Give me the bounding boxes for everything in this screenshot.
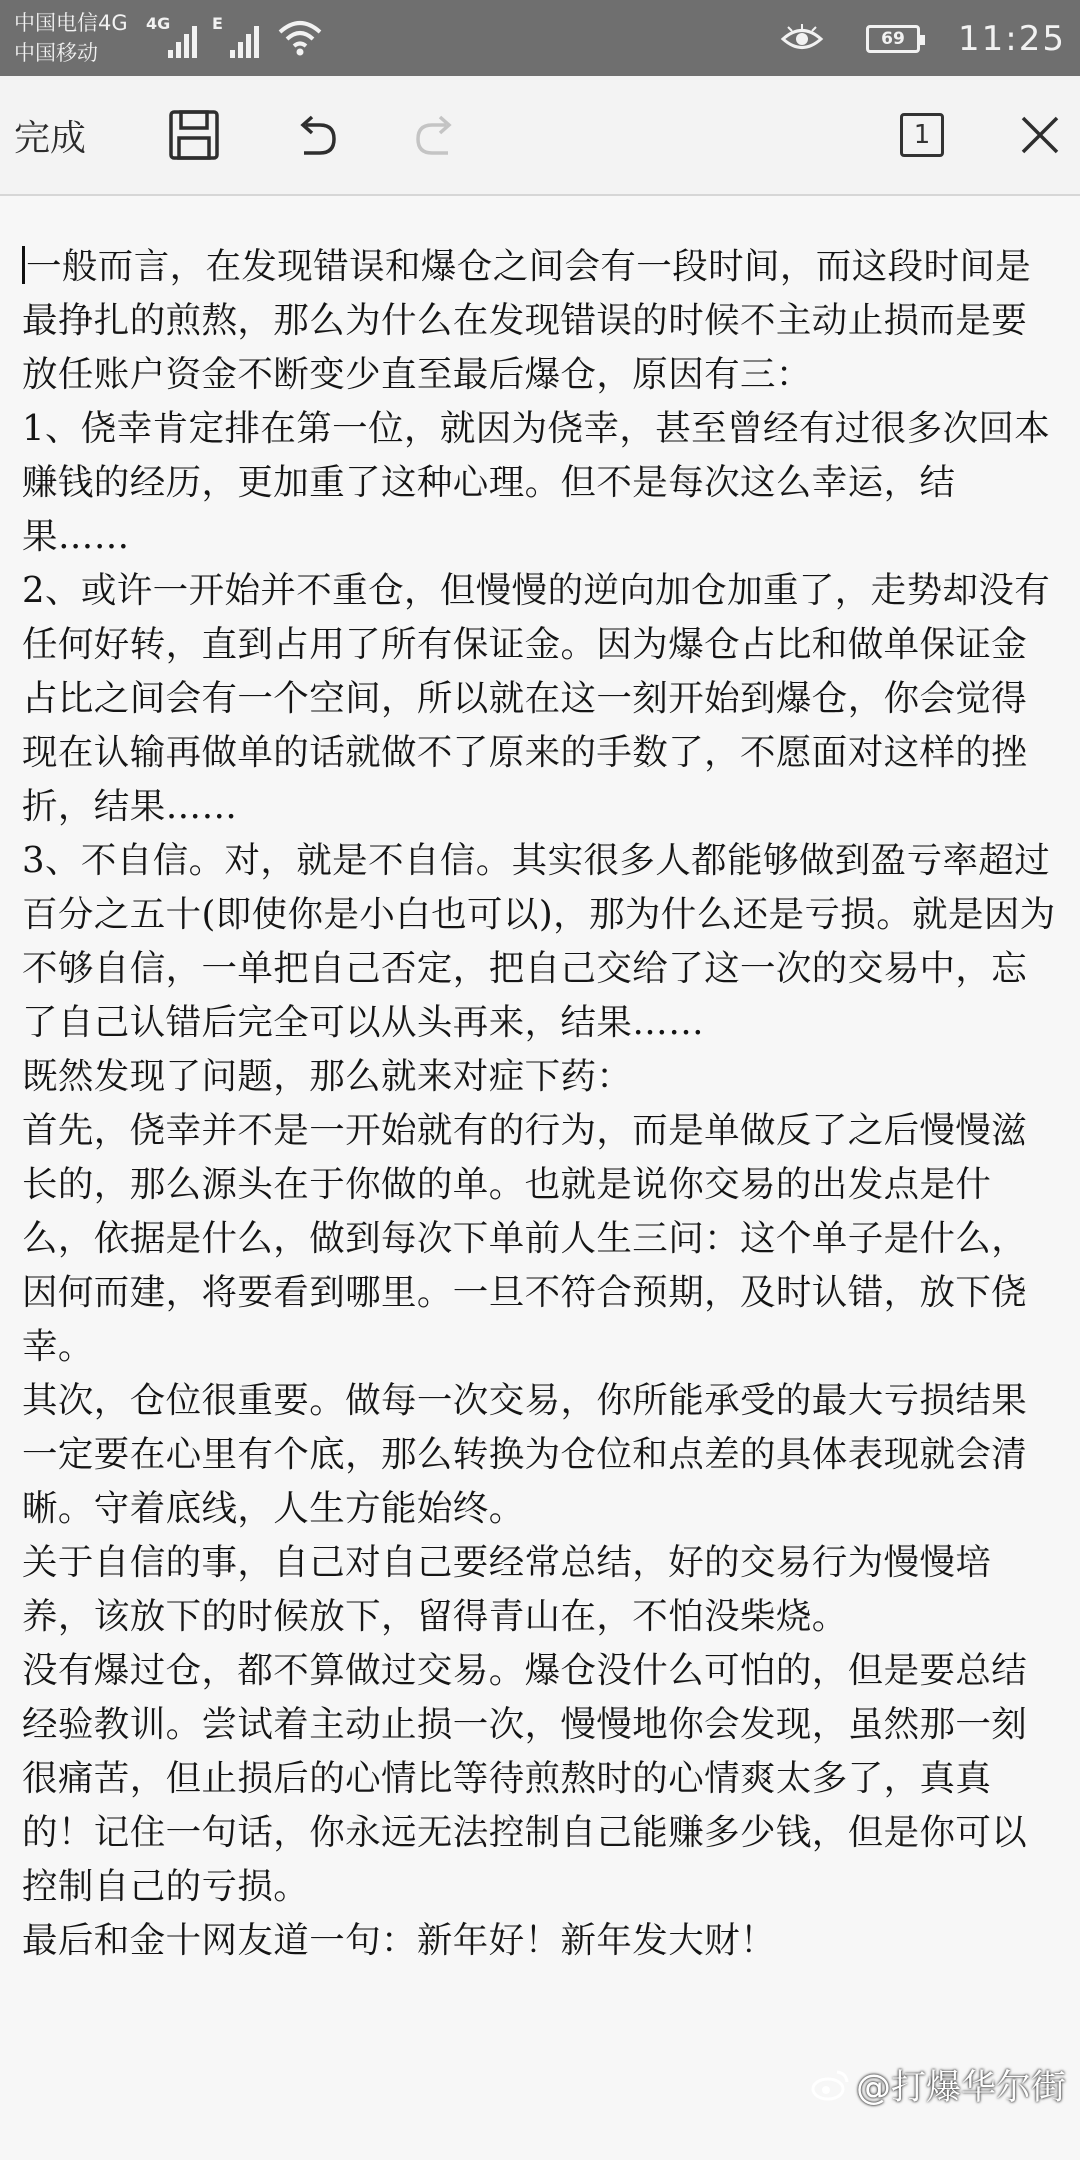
battery-indicator xyxy=(866,25,920,53)
page-count-button[interactable] xyxy=(890,76,954,194)
paragraph: 其次，仓位很重要。做每一次交易，你所能承受的最大亏损结果一定要在心里有个底，那么转换为仓位和点差的具体表现就会清晰。守着底线，人生方能始终。 xyxy=(22,1380,1028,1529)
text-cursor xyxy=(22,246,25,284)
signal-icon xyxy=(166,14,202,60)
battery-level: 69 xyxy=(881,29,905,49)
document-body[interactable] xyxy=(22,240,1062,1968)
save-icon xyxy=(168,109,220,161)
undo-button[interactable] xyxy=(286,76,346,194)
network-type-2: E xyxy=(212,14,223,33)
done-label: 完成 xyxy=(13,117,86,159)
paragraph: 最后和金十网友道一句：新年好！新年发大财！ xyxy=(22,1920,776,1961)
paragraph: 3、不自信。对，就是不自信。其实很多人都能够做到盈亏率超过百分之五十(即使你是小白也可以)，那为什么还是亏损。就是因为不够自信，一单把自己否定，把自己交给了这一次的交易中，忘了自己认错后完全可以从头再来，结果…… xyxy=(22,840,1056,1043)
redo-icon xyxy=(412,111,460,159)
paragraph: 关于自信的事，自己对自己要经常总结，好的交易行为慢慢培养，该放下的时候放下，留得青山在，不怕没柴烧。 xyxy=(22,1542,992,1637)
page-count: 1 xyxy=(913,120,931,150)
eye-icon xyxy=(780,24,824,54)
save-button[interactable] xyxy=(160,76,228,194)
done-button[interactable] xyxy=(0,76,100,194)
close-button[interactable] xyxy=(1008,76,1072,194)
undo-icon xyxy=(292,111,340,159)
paragraph-text: 一般而言，在发现错误和爆仓之间会有一段时间，而这段时间是最挣扎的煎熬，那么为什么在发现错误的时候不主动止损而是要放任账户资金不断变少直至最后爆仓，原因有三： xyxy=(22,246,1032,395)
network-type-1: 4G xyxy=(146,14,171,33)
redo-button[interactable] xyxy=(406,76,466,194)
signal-icon-2 xyxy=(228,14,264,60)
paragraph: 没有爆过仓，都不算做过交易。爆仓没什么可怕的，但是要总结经验教训。尝试着主动止损一次，慢慢地你会发现，虽然那一刻很痛苦，但止损后的心情比等待煎熬时的心情爽太多了，真真的！记住一句话，你永远无法控制自己能赚多少钱，但是你可以控制自己的亏损。 xyxy=(22,1650,1028,1907)
status-right-group xyxy=(780,14,1066,64)
paragraph: 既然发现了问题，那么就来对症下药： xyxy=(22,1056,633,1097)
editor-toolbar xyxy=(0,76,1080,196)
paragraph xyxy=(22,240,1062,402)
watermark xyxy=(810,2060,1066,2110)
wifi-icon xyxy=(276,16,324,58)
status-clock: 11:25 xyxy=(958,19,1066,59)
carrier-info xyxy=(14,8,128,68)
paragraph: 首先，侥幸并不是一开始就有的行为，而是单做反了之后慢慢滋长的，那么源头在于你做的单。也就是说你交易的出发点是什么，依据是什么，做到每次下单前人生三问：这个单子是什么，因何而建，将要看到哪里。一旦不符合预期，及时认错，放下侥幸。 xyxy=(22,1110,1028,1367)
watermark-text: @打爆华尔街 xyxy=(855,2068,1066,2108)
close-icon xyxy=(1018,113,1062,157)
carrier-2-label: 中国移动 xyxy=(14,41,98,65)
status-bar xyxy=(0,0,1080,76)
carrier-1-label: 中国电信4G xyxy=(14,11,128,35)
weibo-icon xyxy=(810,2068,850,2102)
page-count-box xyxy=(900,113,944,157)
paragraph: 1、侥幸肯定排在第一位，就因为侥幸，甚至曾经有过很多次回本赚钱的经历，更加重了这种心理。但不是每次这么幸运，结果…… xyxy=(22,408,1051,557)
paragraph: 2、或许一开始并不重仓，但慢慢的逆向加仓加重了，走势却没有任何好转，直到占用了所有保证金。因为爆仓占比和做单保证金占比之间会有一个空间，所以就在这一刻开始到爆仓，你会觉得现在认输再做单的话就做不了原来的手数了，不愿面对这样的挫折，结果…… xyxy=(22,570,1051,827)
